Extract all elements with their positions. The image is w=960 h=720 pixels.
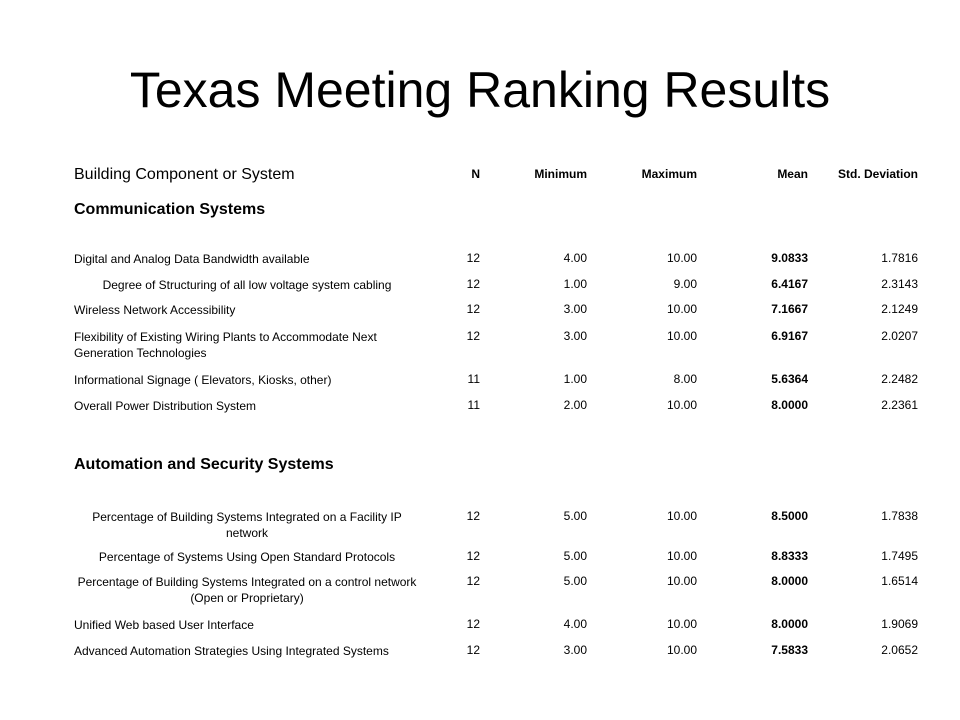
- row-label: Percentage of Building Systems Integrated on a Facility IP network: [92, 510, 402, 540]
- cell-mean: 9.0833: [771, 251, 808, 265]
- cell-minimum: 4.00: [563, 617, 587, 631]
- cell-std: 1.7495: [881, 549, 918, 563]
- cell-mean: 8.0000: [771, 617, 808, 631]
- header-mean: Mean: [777, 167, 808, 181]
- cell-n: 12: [466, 277, 480, 291]
- cell-maximum: 10.00: [666, 643, 697, 657]
- cell-minimum: 5.00: [563, 549, 587, 563]
- cell-mean: 8.8333: [771, 549, 808, 563]
- cell-minimum: 1.00: [563, 372, 587, 386]
- cell-n: 12: [466, 329, 480, 343]
- cell-std: 2.0207: [881, 329, 918, 343]
- row-label: Overall Power Distribution System: [74, 399, 257, 413]
- cell-std: 2.3143: [881, 277, 918, 291]
- cell-n: 11: [467, 372, 480, 386]
- cell-maximum: 10.00: [666, 617, 697, 631]
- cell-n: 12: [466, 643, 480, 657]
- cell-std: 1.7816: [881, 251, 918, 265]
- row-label: Digital and Analog Data Bandwidth available: [74, 252, 310, 266]
- cell-minimum: 3.00: [563, 302, 587, 316]
- cell-maximum: 8.00: [673, 372, 697, 386]
- cell-maximum: 9.00: [673, 277, 697, 291]
- row-label: Percentage of Building Systems Integrated on a control network (Open or Proprietary): [77, 575, 417, 605]
- header-n: N: [471, 167, 480, 181]
- cell-minimum: 3.00: [563, 643, 587, 657]
- row-label: Percentage of Systems Using Open Standard Protocols: [98, 550, 396, 564]
- cell-std: 1.9069: [881, 617, 918, 631]
- row-label: Flexibility of Existing Wiring Plants to Accommodate Next Generation Technologies: [74, 330, 377, 360]
- cell-maximum: 10.00: [666, 574, 697, 588]
- page-title: Texas Meeting Ranking Results: [129, 62, 831, 118]
- cell-std: 2.2482: [881, 372, 918, 386]
- cell-n: 12: [466, 302, 480, 316]
- row-label: Degree of Structuring of all low voltage system cabling: [102, 278, 392, 292]
- row-label: Unified Web based User Interface: [74, 618, 254, 632]
- header-minimum: Minimum: [534, 167, 587, 181]
- cell-mean: 6.4167: [771, 277, 808, 291]
- row-label: Advanced Automation Strategies Using Integrated Systems: [74, 644, 389, 658]
- cell-std: 2.0652: [881, 643, 918, 657]
- cell-mean: 8.5000: [771, 509, 808, 523]
- cell-minimum: 5.00: [563, 574, 587, 588]
- cell-mean: 7.5833: [771, 643, 808, 657]
- section-title-communication: Communication Systems: [74, 201, 266, 218]
- cell-std: 1.6514: [881, 574, 918, 588]
- cell-minimum: 5.00: [563, 509, 587, 523]
- cell-minimum: 4.00: [563, 251, 587, 265]
- header-component: Building Component or System: [74, 166, 295, 183]
- cell-minimum: 2.00: [563, 398, 587, 412]
- cell-n: 12: [466, 251, 480, 265]
- cell-std: 2.2361: [881, 398, 918, 412]
- cell-n: 12: [466, 617, 480, 631]
- cell-maximum: 10.00: [666, 329, 697, 343]
- section-title-automation: Automation and Security Systems: [74, 456, 334, 473]
- cell-n: 12: [466, 549, 480, 563]
- cell-maximum: 10.00: [666, 302, 697, 316]
- cell-mean: 7.1667: [771, 302, 808, 316]
- header-std-deviation: Std. Deviation: [837, 167, 918, 181]
- cell-std: 1.7838: [881, 509, 918, 523]
- cell-minimum: 1.00: [563, 277, 587, 291]
- row-label: Wireless Network Accessibility: [74, 303, 236, 317]
- cell-n: 12: [466, 509, 480, 523]
- cell-mean: 8.0000: [771, 574, 808, 588]
- cell-maximum: 10.00: [666, 509, 697, 523]
- cell-mean: 5.6364: [771, 372, 808, 386]
- row-label: Informational Signage ( Elevators, Kiosks, other): [74, 373, 332, 387]
- cell-mean: 8.0000: [771, 398, 808, 412]
- cell-std: 2.1249: [881, 302, 918, 316]
- cell-n: 11: [467, 398, 480, 412]
- cell-minimum: 3.00: [563, 329, 587, 343]
- cell-maximum: 10.00: [666, 251, 697, 265]
- cell-mean: 6.9167: [771, 329, 808, 343]
- cell-maximum: 10.00: [666, 549, 697, 563]
- header-maximum: Maximum: [641, 167, 697, 181]
- cell-n: 12: [466, 574, 480, 588]
- cell-maximum: 10.00: [666, 398, 697, 412]
